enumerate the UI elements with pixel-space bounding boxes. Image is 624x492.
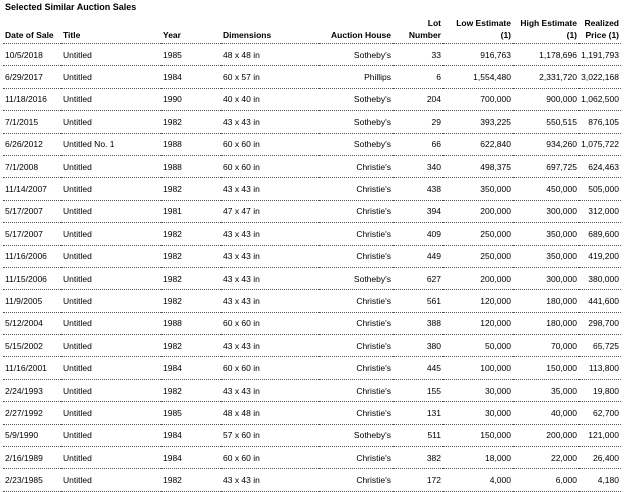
- cell-date-of-sale: 2/27/1992: [3, 402, 61, 424]
- cell-realized-price: 298,700: [579, 312, 621, 334]
- table-row: [3, 357, 621, 379]
- cell-auction-house: Christie's: [319, 335, 393, 357]
- cell-year: 1981: [161, 200, 221, 222]
- table-row: [3, 155, 621, 177]
- cell-date-of-sale: 5/17/2007: [3, 200, 61, 222]
- column-header-date-of-sale: Date of Sale: [3, 14, 61, 44]
- cell-high-estimate: 350,000: [513, 223, 579, 245]
- cell-lot-number: 445: [393, 357, 443, 379]
- cell-dimensions: 60 x 57 in: [221, 66, 319, 88]
- cell-dimensions: 43 x 43 in: [221, 335, 319, 357]
- cell-lot-number: 438: [393, 178, 443, 200]
- table-row: [3, 178, 621, 200]
- cell-date-of-sale: 2/24/1993: [3, 379, 61, 401]
- cell-auction-house: Christie's: [319, 357, 393, 379]
- cell-date-of-sale: 2/16/1989: [3, 447, 61, 469]
- cell-dimensions: 60 x 60 in: [221, 357, 319, 379]
- cell-date-of-sale: 5/12/2004: [3, 312, 61, 334]
- cell-dimensions: 43 x 43 in: [221, 267, 319, 289]
- cell-lot-number: 511: [393, 424, 443, 446]
- cell-year: 1984: [161, 447, 221, 469]
- cell-date-of-sale: 11/16/2006: [3, 245, 61, 267]
- column-header-dimensions: Dimensions: [221, 14, 319, 44]
- cell-date-of-sale: 11/18/2016: [3, 88, 61, 110]
- cell-low-estimate: 1,554,480: [443, 66, 513, 88]
- cell-title: Untitled: [61, 379, 161, 401]
- cell-dimensions: 43 x 43 in: [221, 245, 319, 267]
- cell-title: Untitled: [61, 312, 161, 334]
- cell-auction-house: Christie's: [319, 379, 393, 401]
- cell-title: Untitled: [61, 447, 161, 469]
- cell-auction-house: Christie's: [319, 290, 393, 312]
- cell-lot-number: 388: [393, 312, 443, 334]
- column-header-low-estimate: Low Estimate (1): [443, 14, 513, 44]
- cell-title: Untitled: [61, 357, 161, 379]
- cell-low-estimate: 498,375: [443, 155, 513, 177]
- cell-year: 1982: [161, 335, 221, 357]
- table-row: [3, 379, 621, 401]
- cell-year: 1984: [161, 357, 221, 379]
- cell-realized-price: 312,000: [579, 200, 621, 222]
- cell-lot-number: 340: [393, 155, 443, 177]
- cell-date-of-sale: 6/29/2017: [3, 66, 61, 88]
- cell-dimensions: 48 x 48 in: [221, 44, 319, 66]
- cell-high-estimate: 40,000: [513, 402, 579, 424]
- cell-date-of-sale: 6/26/2012: [3, 133, 61, 155]
- cell-high-estimate: 150,000: [513, 357, 579, 379]
- cell-title: Untitled: [61, 290, 161, 312]
- cell-date-of-sale: 2/23/1985: [3, 469, 61, 491]
- cell-low-estimate: 18,000: [443, 447, 513, 469]
- cell-dimensions: 48 x 48 in: [221, 402, 319, 424]
- cell-dimensions: 60 x 60 in: [221, 312, 319, 334]
- cell-realized-price: 689,600: [579, 223, 621, 245]
- table-row: [3, 44, 621, 66]
- cell-title: Untitled: [61, 402, 161, 424]
- cell-dimensions: 57 x 60 in: [221, 424, 319, 446]
- cell-high-estimate: 35,000: [513, 379, 579, 401]
- cell-auction-house: Christie's: [319, 402, 393, 424]
- cell-title: Untitled: [61, 44, 161, 66]
- cell-lot-number: 6: [393, 66, 443, 88]
- cell-title: Untitled: [61, 155, 161, 177]
- cell-high-estimate: 2,331,720: [513, 66, 579, 88]
- cell-dimensions: 60 x 60 in: [221, 155, 319, 177]
- cell-dimensions: 43 x 43 in: [221, 223, 319, 245]
- cell-date-of-sale: 11/16/2001: [3, 357, 61, 379]
- cell-high-estimate: 180,000: [513, 290, 579, 312]
- cell-high-estimate: 180,000: [513, 312, 579, 334]
- cell-title: Untitled: [61, 111, 161, 133]
- cell-realized-price: 65,725: [579, 335, 621, 357]
- cell-realized-price: 505,000: [579, 178, 621, 200]
- cell-dimensions: 43 x 43 in: [221, 469, 319, 491]
- cell-low-estimate: 4,000: [443, 469, 513, 491]
- cell-high-estimate: 900,000: [513, 88, 579, 110]
- cell-lot-number: 29: [393, 111, 443, 133]
- column-header-realized-price: Realized Price (1): [579, 14, 621, 44]
- cell-realized-price: 19,800: [579, 379, 621, 401]
- cell-lot-number: 33: [393, 44, 443, 66]
- column-header-lot-number: Lot Number: [393, 14, 443, 44]
- column-header-year: Year: [161, 14, 221, 44]
- cell-dimensions: 43 x 43 in: [221, 290, 319, 312]
- cell-dimensions: 43 x 43 in: [221, 111, 319, 133]
- cell-title: Untitled: [61, 424, 161, 446]
- cell-year: 1984: [161, 66, 221, 88]
- cell-lot-number: 627: [393, 267, 443, 289]
- cell-low-estimate: 250,000: [443, 245, 513, 267]
- cell-low-estimate: 120,000: [443, 312, 513, 334]
- cell-auction-house: Christie's: [319, 447, 393, 469]
- cell-dimensions: 47 x 47 in: [221, 200, 319, 222]
- table-row: [3, 66, 621, 88]
- cell-realized-price: 624,463: [579, 155, 621, 177]
- cell-title: Untitled: [61, 267, 161, 289]
- cell-low-estimate: 393,225: [443, 111, 513, 133]
- cell-auction-house: Phillips: [319, 66, 393, 88]
- cell-high-estimate: 450,000: [513, 178, 579, 200]
- cell-lot-number: 380: [393, 335, 443, 357]
- cell-lot-number: 449: [393, 245, 443, 267]
- cell-realized-price: 121,000: [579, 424, 621, 446]
- cell-date-of-sale: 7/1/2008: [3, 155, 61, 177]
- table-title: Selected Similar Auction Sales: [5, 2, 137, 12]
- cell-year: 1982: [161, 223, 221, 245]
- cell-realized-price: 441,600: [579, 290, 621, 312]
- cell-high-estimate: 200,000: [513, 424, 579, 446]
- table-row: [3, 88, 621, 110]
- cell-low-estimate: 622,840: [443, 133, 513, 155]
- cell-lot-number: 409: [393, 223, 443, 245]
- cell-high-estimate: 550,515: [513, 111, 579, 133]
- cell-high-estimate: 1,178,696: [513, 44, 579, 66]
- cell-auction-house: Christie's: [319, 178, 393, 200]
- cell-lot-number: 394: [393, 200, 443, 222]
- cell-lot-number: 66: [393, 133, 443, 155]
- cell-high-estimate: 22,000: [513, 447, 579, 469]
- cell-low-estimate: 30,000: [443, 379, 513, 401]
- cell-year: 1982: [161, 379, 221, 401]
- cell-date-of-sale: 5/15/2002: [3, 335, 61, 357]
- cell-auction-house: Christie's: [319, 469, 393, 491]
- column-header-auction-house: Auction House: [319, 14, 393, 44]
- cell-low-estimate: 50,000: [443, 335, 513, 357]
- table-row: [3, 200, 621, 222]
- table-row: [3, 245, 621, 267]
- cell-title: Untitled: [61, 469, 161, 491]
- cell-realized-price: 380,000: [579, 267, 621, 289]
- cell-high-estimate: 300,000: [513, 200, 579, 222]
- cell-year: 1982: [161, 245, 221, 267]
- cell-auction-house: Sotheby's: [319, 88, 393, 110]
- table-body: [3, 44, 621, 492]
- auction-sales-table: [3, 14, 621, 492]
- cell-high-estimate: 697,725: [513, 155, 579, 177]
- cell-year: 1984: [161, 424, 221, 446]
- cell-dimensions: 40 x 40 in: [221, 88, 319, 110]
- cell-realized-price: 1,191,793: [579, 44, 621, 66]
- table-row: [3, 469, 621, 491]
- cell-dimensions: 43 x 43 in: [221, 178, 319, 200]
- cell-lot-number: 155: [393, 379, 443, 401]
- column-header-title: Title: [61, 14, 161, 44]
- cell-year: 1990: [161, 88, 221, 110]
- cell-auction-house: Christie's: [319, 312, 393, 334]
- cell-date-of-sale: 11/15/2006: [3, 267, 61, 289]
- cell-low-estimate: 100,000: [443, 357, 513, 379]
- cell-dimensions: 43 x 43 in: [221, 379, 319, 401]
- cell-year: 1985: [161, 44, 221, 66]
- cell-date-of-sale: 7/1/2015: [3, 111, 61, 133]
- cell-year: 1988: [161, 155, 221, 177]
- cell-high-estimate: 70,000: [513, 335, 579, 357]
- cell-year: 1982: [161, 178, 221, 200]
- table-row: [3, 223, 621, 245]
- cell-auction-house: Christie's: [319, 223, 393, 245]
- cell-title: Untitled: [61, 245, 161, 267]
- column-header-high-estimate: High Estimate (1): [513, 14, 579, 44]
- cell-realized-price: 4,180: [579, 469, 621, 491]
- cell-high-estimate: 934,260: [513, 133, 579, 155]
- cell-date-of-sale: 11/14/2007: [3, 178, 61, 200]
- table-row: [3, 335, 621, 357]
- cell-auction-house: Sotheby's: [319, 424, 393, 446]
- cell-year: 1985: [161, 402, 221, 424]
- cell-realized-price: 1,062,500: [579, 88, 621, 110]
- cell-low-estimate: 350,000: [443, 178, 513, 200]
- cell-year: 1982: [161, 267, 221, 289]
- cell-year: 1982: [161, 469, 221, 491]
- cell-low-estimate: 150,000: [443, 424, 513, 446]
- cell-year: 1982: [161, 290, 221, 312]
- table-row: [3, 447, 621, 469]
- cell-auction-house: Christie's: [319, 245, 393, 267]
- cell-year: 1988: [161, 312, 221, 334]
- cell-lot-number: 204: [393, 88, 443, 110]
- table-row: [3, 290, 621, 312]
- cell-auction-house: Sotheby's: [319, 111, 393, 133]
- cell-lot-number: 131: [393, 402, 443, 424]
- cell-high-estimate: 6,000: [513, 469, 579, 491]
- cell-realized-price: 62,700: [579, 402, 621, 424]
- cell-title: Untitled: [61, 223, 161, 245]
- cell-year: 1988: [161, 133, 221, 155]
- cell-title: Untitled: [61, 335, 161, 357]
- cell-lot-number: 172: [393, 469, 443, 491]
- cell-realized-price: 3,022,168: [579, 66, 621, 88]
- cell-auction-house: Christie's: [319, 200, 393, 222]
- cell-realized-price: 1,075,722: [579, 133, 621, 155]
- table-header: [3, 14, 621, 44]
- cell-date-of-sale: 5/17/2007: [3, 223, 61, 245]
- table-row: [3, 267, 621, 289]
- cell-high-estimate: 350,000: [513, 245, 579, 267]
- cell-dimensions: 60 x 60 in: [221, 447, 319, 469]
- cell-lot-number: 382: [393, 447, 443, 469]
- cell-lot-number: 561: [393, 290, 443, 312]
- cell-title: Untitled: [61, 66, 161, 88]
- cell-low-estimate: 200,000: [443, 200, 513, 222]
- cell-year: 1982: [161, 111, 221, 133]
- cell-auction-house: Christie's: [319, 155, 393, 177]
- cell-low-estimate: 916,763: [443, 44, 513, 66]
- cell-date-of-sale: 11/9/2005: [3, 290, 61, 312]
- cell-realized-price: 876,105: [579, 111, 621, 133]
- cell-low-estimate: 700,000: [443, 88, 513, 110]
- cell-realized-price: 419,200: [579, 245, 621, 267]
- cell-title: Untitled: [61, 178, 161, 200]
- table-row: [3, 424, 621, 446]
- table-row: [3, 133, 621, 155]
- table-row: [3, 312, 621, 334]
- cell-date-of-sale: 5/9/1990: [3, 424, 61, 446]
- cell-auction-house: Sotheby's: [319, 267, 393, 289]
- cell-low-estimate: 250,000: [443, 223, 513, 245]
- cell-realized-price: 26,400: [579, 447, 621, 469]
- cell-title: Untitled: [61, 88, 161, 110]
- table-row: [3, 402, 621, 424]
- cell-title: Untitled No. 1: [61, 133, 161, 155]
- cell-low-estimate: 30,000: [443, 402, 513, 424]
- table-row: [3, 111, 621, 133]
- cell-auction-house: Sotheby's: [319, 133, 393, 155]
- cell-low-estimate: 200,000: [443, 267, 513, 289]
- cell-low-estimate: 120,000: [443, 290, 513, 312]
- cell-auction-house: Sotheby's: [319, 44, 393, 66]
- cell-date-of-sale: 10/5/2018: [3, 44, 61, 66]
- cell-realized-price: 113,800: [579, 357, 621, 379]
- cell-high-estimate: 300,000: [513, 267, 579, 289]
- cell-title: Untitled: [61, 200, 161, 222]
- header-row: [3, 14, 621, 44]
- cell-dimensions: 60 x 60 in: [221, 133, 319, 155]
